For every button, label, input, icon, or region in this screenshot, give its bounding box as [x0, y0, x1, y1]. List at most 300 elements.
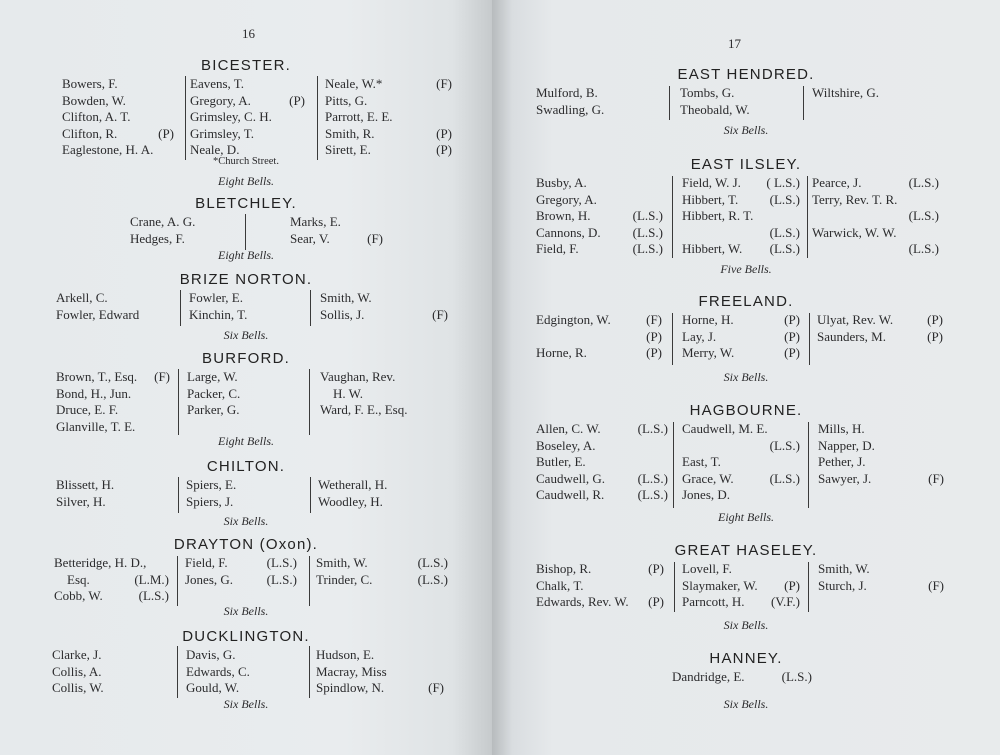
ringer-name: Davis, G.: [186, 647, 236, 662]
ringer-entry: [536, 561, 664, 578]
ringer-entry: [56, 402, 170, 419]
ringer-name: Chalk, T.: [536, 577, 584, 593]
ringer-mark: (L.S.): [637, 487, 668, 502]
section-note: *Church Street.: [213, 156, 279, 167]
name-column: [52, 647, 122, 697]
ringer-entry: [812, 241, 939, 258]
name-column: [185, 555, 297, 588]
column-divider: [185, 76, 186, 160]
bells-count: Eight Bells.: [218, 248, 274, 262]
ringer-mark: (P): [784, 345, 800, 360]
name-column: [682, 561, 800, 611]
ringer-entry: [56, 494, 122, 511]
ringer-entry: [536, 312, 662, 329]
name-column: [818, 561, 944, 594]
ringer-entry: [56, 477, 122, 494]
name-column: [56, 369, 170, 435]
ringer-name: Eavens, T.: [190, 76, 245, 91]
ringer-name: Woodley, H.: [318, 493, 383, 509]
ringer-name: Hibbert, W.: [682, 241, 743, 256]
ringer-entry: [56, 290, 153, 307]
ringer-mark: (L.S.): [908, 208, 939, 223]
ringer-mark: (P): [436, 125, 452, 141]
ringer-mark: (L.S.): [769, 224, 800, 240]
ringer-entry: [56, 419, 170, 436]
ringer-name: Sawyer, J.: [818, 470, 872, 486]
ringer-entry: [56, 369, 170, 386]
ringer-entry: [682, 421, 800, 438]
ringer-name: Butler, E.: [536, 454, 586, 469]
ringer-mark: (P): [927, 312, 943, 327]
section-title: HAGBOURNE.: [689, 402, 803, 419]
ringer-entry: [190, 126, 305, 143]
ringer-name: Gregory, A.: [190, 92, 251, 108]
column-divider: [177, 646, 178, 698]
name-column: [536, 421, 668, 504]
ringer-entry: [536, 85, 623, 102]
ringer-entry: [190, 109, 305, 126]
ringer-mark: (F): [428, 680, 444, 695]
ringer-entry: [536, 241, 663, 258]
ringer-name: Large, W.: [187, 369, 238, 384]
column-divider: [178, 369, 179, 435]
name-column: [54, 555, 169, 605]
ringer-entry: [316, 680, 444, 697]
ringer-entry: [680, 102, 767, 119]
ringer-entry: [682, 208, 800, 225]
name-column: [186, 477, 242, 510]
ringer-entry: [817, 312, 943, 329]
ringer-mark: (L.S.): [417, 571, 448, 587]
ringer-entry: [186, 647, 254, 664]
name-column: [812, 85, 892, 102]
ringer-name: Bowden, W.: [62, 92, 126, 108]
ringer-name: Mulford, B.: [536, 85, 598, 100]
ringer-name: Silver, H.: [56, 493, 106, 509]
section-title: BURFORD.: [202, 350, 290, 367]
ringer-mark: (L.S.): [266, 571, 297, 587]
ringer-entry: [62, 126, 174, 143]
ringer-name: Theobald, W.: [680, 101, 750, 117]
ringer-entry: [320, 402, 436, 419]
name-column: [56, 477, 122, 510]
ringer-entry: [320, 307, 448, 324]
ringer-entry: [316, 647, 444, 664]
ringer-entry: [536, 421, 668, 438]
name-column: [316, 555, 448, 588]
ringer-mark: (L.S.): [637, 421, 668, 436]
ringer-name: Sirett, E.: [325, 142, 371, 157]
ringer-entry: [682, 454, 800, 471]
section-title: EAST HENDRED.: [677, 66, 815, 83]
name-column: [290, 214, 383, 247]
bells-count: Six Bells.: [223, 328, 269, 342]
ringer-name: Busby, A.: [536, 175, 587, 190]
ringer-name: Mills, H.: [818, 421, 865, 436]
ringer-entry: [818, 578, 944, 595]
section-title: EAST ILSLEY.: [690, 156, 802, 173]
ringer-name: Pitts, G.: [325, 92, 368, 108]
name-column: [682, 421, 800, 504]
ringer-name: Hibbert, R. T.: [682, 208, 754, 223]
ringer-entry: [189, 290, 265, 307]
ringer-name: Parker, G.: [187, 402, 240, 417]
column-divider: [309, 556, 310, 606]
ringer-entry: [290, 231, 383, 248]
ringer-entry: [186, 664, 254, 681]
ringer-entry: [187, 386, 253, 403]
column-divider: [809, 313, 810, 365]
section-title: DRAYTON (Oxon).: [173, 536, 319, 553]
ringer-entry: [682, 438, 800, 455]
ringer-name: Smith, W.: [316, 555, 368, 570]
ringer-mark: (L.S.): [637, 470, 668, 486]
bells-count: Five Bells.: [720, 262, 772, 276]
ringer-mark: (L.S.): [908, 175, 939, 190]
ringer-entry: [682, 329, 800, 346]
bells-count: Eight Bells.: [218, 174, 274, 188]
ringer-mark: (P): [784, 312, 800, 327]
ringer-name: Clifton, R.: [62, 125, 118, 141]
ringer-entry: [812, 175, 939, 192]
ringer-entry: [316, 555, 448, 572]
ringer-entry: [682, 241, 800, 258]
ringer-entry: [682, 594, 800, 611]
ringer-entry: [318, 494, 407, 511]
ringer-name: Field, F.: [185, 555, 228, 570]
ringer-entry: [818, 471, 944, 488]
column-divider: [180, 290, 181, 326]
column-divider: [178, 477, 179, 513]
ringer-name: Horne, R.: [536, 345, 587, 360]
ringer-entry: [54, 588, 169, 605]
ringer-entry: [325, 76, 452, 93]
bells-count: Six Bells.: [723, 618, 769, 632]
ringer-name: Edwards, C.: [186, 663, 250, 679]
bells-count: Six Bells.: [723, 123, 769, 137]
ringer-name: Ward, F. E., Esq.: [320, 402, 408, 417]
ringer-entry: [54, 572, 169, 589]
ringer-name: Caudwell, M. E.: [682, 421, 768, 436]
ringer-name: Cannons, D.: [536, 224, 601, 240]
ringer-mark: (P): [436, 142, 452, 157]
ringer-entry: [818, 454, 944, 471]
column-divider: [674, 562, 675, 612]
ringer-entry: [818, 561, 944, 578]
name-column: [325, 76, 452, 159]
ringer-mark: (P): [646, 328, 662, 344]
ringer-name: Tombs, G.: [680, 85, 735, 100]
ringer-mark: (L.S.): [632, 208, 663, 223]
ringer-entry: [682, 578, 800, 595]
ringer-entry: [325, 126, 452, 143]
ringer-entry: [320, 369, 436, 386]
ringer-entry: [290, 214, 383, 231]
page-number: 17: [728, 36, 741, 51]
ringer-entry: [812, 208, 939, 225]
ringer-name: Packer, C.: [187, 385, 241, 401]
ringer-name: Smith, W.: [818, 561, 870, 576]
ringer-name: Jones, D.: [682, 487, 731, 502]
name-column: [189, 290, 265, 323]
ringer-mark: (L.S.): [908, 241, 939, 256]
ringer-name: Pether, J.: [818, 454, 866, 469]
ringer-entry: [536, 345, 662, 362]
ringer-entry: [316, 572, 448, 589]
ringer-mark: (L.S.): [769, 241, 800, 256]
name-column: [536, 85, 623, 118]
ringer-name: Brown, H.: [536, 208, 591, 223]
section-title: DUCKLINGTON.: [182, 628, 310, 645]
ringer-entry: [62, 93, 174, 110]
column-divider: [245, 214, 246, 250]
ringer-entry: [536, 578, 664, 595]
ringer-entry: [52, 680, 122, 697]
ringer-mark: (L.S.): [632, 241, 663, 256]
ringer-name: Slaymaker, W.: [682, 577, 758, 593]
ringer-entry: [190, 93, 305, 110]
ringer-name: Eaglestone, H. A.: [62, 142, 154, 157]
ringer-entry: [130, 231, 238, 248]
ringer-name: Betteridge, H. D.,: [54, 555, 147, 570]
name-column: [62, 76, 174, 159]
ringer-name: Macray, Miss: [316, 663, 387, 679]
ringer-name: Wetherall, H.: [318, 477, 388, 492]
ringer-name: Saunders, M.: [817, 328, 886, 344]
ringer-name: Collis, A.: [52, 663, 102, 679]
bells-count: Six Bells.: [723, 370, 769, 384]
column-divider: [309, 369, 310, 435]
name-column: [817, 312, 943, 345]
ringer-mark: (L.S.): [266, 555, 297, 570]
ringer-entry: [680, 85, 767, 102]
ringer-entry: [812, 85, 892, 102]
ringer-name: Smith, R.: [325, 125, 375, 141]
ringer-mark: (L.S.): [769, 191, 800, 207]
page-number: 16: [242, 26, 255, 41]
ringer-mark: (L.S.): [417, 555, 448, 570]
ringer-entry: [325, 109, 452, 126]
column-divider: [808, 422, 809, 508]
ringer-entry: [62, 109, 174, 126]
ringer-entry: [320, 290, 448, 307]
ringer-entry: [536, 454, 668, 471]
ringer-entry: [682, 175, 800, 192]
ringer-name: Bond, H., Jun.: [56, 385, 132, 401]
ringer-entry: [818, 438, 944, 455]
ringer-name: Caudwell, G.: [536, 470, 605, 486]
column-divider: [807, 176, 808, 258]
ringer-name: Wiltshire, G.: [812, 85, 879, 100]
ringer-name: Fowler, Edward: [56, 306, 140, 322]
ringer-entry: [682, 345, 800, 362]
ringer-mark: (P): [158, 125, 174, 141]
ringer-entry: [672, 669, 812, 686]
ringer-name: Bishop, R.: [536, 561, 592, 576]
name-column: [187, 369, 253, 419]
section-title: CHILTON.: [206, 458, 286, 475]
ringer-name: Lay, J.: [682, 328, 717, 344]
ringer-name: Spiers, E.: [186, 477, 237, 492]
name-column: [56, 290, 153, 323]
name-column: [318, 477, 407, 510]
ringer-mark: (F): [436, 76, 452, 91]
ringer-mark: (L.S.): [769, 437, 800, 453]
ringer-entry: [316, 664, 444, 681]
name-column: [672, 669, 812, 686]
ringer-name: Bowers, F.: [62, 76, 118, 91]
ringer-entry: [186, 494, 242, 511]
column-divider: [669, 86, 670, 120]
ringer-mark: (P): [927, 328, 943, 344]
ringer-entry: [189, 307, 265, 324]
ringer-mark: (L.S.): [781, 669, 812, 684]
ringer-name: Glanville, T. E.: [56, 418, 136, 434]
ringer-entry: [536, 329, 662, 346]
ringer-name: Parncott, H.: [682, 594, 745, 609]
ringer-name: Spindlow, N.: [316, 680, 385, 695]
ringer-mark: (P): [648, 594, 664, 609]
ringer-name: Fowler, E.: [189, 290, 243, 305]
ringer-name: Parrott, E. E.: [325, 109, 393, 124]
ringer-name: Horne, H.: [682, 312, 734, 327]
ringer-entry: [818, 421, 944, 438]
name-column: [536, 561, 664, 611]
ringer-name: Arkell, C.: [56, 290, 108, 305]
bells-count: Six Bells.: [223, 697, 269, 711]
ringer-entry: [186, 680, 254, 697]
name-column: [536, 312, 662, 362]
section-title: FREELAND.: [698, 293, 794, 310]
ringer-mark: (V.F.): [770, 594, 800, 609]
right-page: [492, 0, 1000, 755]
ringer-name: Kinchin, T.: [189, 306, 248, 322]
ringer-name: Esq.: [54, 571, 90, 587]
name-column: [320, 369, 436, 419]
column-divider: [309, 646, 310, 698]
ringer-name: Clifton, A. T.: [62, 109, 131, 124]
ringer-name: Cobb, W.: [54, 588, 103, 603]
ringer-entry: [536, 471, 668, 488]
ringer-name: Grimsley, C. H.: [190, 109, 272, 124]
ringer-entry: [187, 402, 253, 419]
ringer-name: Boseley, A.: [536, 437, 596, 453]
ringer-name: Dandridge, E.: [672, 669, 745, 684]
ringer-entry: [56, 307, 153, 324]
ringer-name: Gregory, A.: [536, 191, 597, 207]
section-title: HANNEY.: [709, 650, 783, 667]
bells-count: Six Bells.: [223, 604, 269, 618]
ringer-name: Neale, W.*: [325, 76, 383, 91]
name-column: [682, 312, 800, 362]
ringer-name: Brown, T., Esq.: [56, 369, 138, 384]
ringer-entry: [318, 477, 407, 494]
ringer-name: Hedges, F.: [130, 230, 185, 246]
ringer-mark: (F): [432, 306, 448, 322]
ringer-mark: (L.S.): [632, 224, 663, 240]
ringer-name: East, T.: [682, 454, 721, 469]
ringer-name: Grimsley, T.: [190, 125, 255, 141]
ringer-entry: [185, 572, 297, 589]
ringer-entry: [52, 664, 122, 681]
ringer-mark: (F): [928, 470, 944, 486]
ringer-name: Caudwell, R.: [536, 487, 605, 502]
ringer-name: Terry, Rev. T. R.: [812, 191, 898, 207]
ringer-entry: [536, 487, 668, 504]
name-column: [680, 85, 767, 118]
ringer-name: Trinder, C.: [316, 571, 373, 587]
ringer-name: Pearce, J.: [812, 175, 862, 190]
ringer-entry: [682, 192, 800, 209]
ringer-entry: [52, 647, 122, 664]
section-title: BICESTER.: [201, 57, 291, 74]
ringer-entry: [536, 594, 664, 611]
section-title: GREAT HASELEY.: [674, 542, 818, 559]
ringer-mark: (P): [648, 561, 664, 576]
ringer-name: Hudson, E.: [316, 647, 375, 662]
ringer-name: Spiers, J.: [186, 493, 234, 509]
ringer-name: Allen, C. W.: [536, 421, 601, 436]
bells-count: Eight Bells.: [718, 510, 774, 524]
ringer-mark: (F): [646, 312, 662, 327]
ringer-mark: (P): [784, 328, 800, 344]
ringer-name: H. W.: [320, 385, 363, 401]
ringer-name: Clarke, J.: [52, 647, 102, 662]
ringer-entry: [325, 93, 452, 110]
bells-count: Six Bells.: [223, 514, 269, 528]
column-divider: [808, 562, 809, 612]
ringer-entry: [812, 192, 939, 209]
ringer-name: Crane, A. G.: [130, 214, 196, 229]
ringer-entry: [682, 312, 800, 329]
ringer-name: Edwards, Rev. W.: [536, 594, 629, 609]
column-divider: [672, 176, 673, 258]
ringer-mark: (L.S.): [769, 470, 800, 486]
ringer-name: Napper, D.: [818, 437, 875, 453]
ringer-name: Sturch, J.: [818, 577, 867, 593]
ringer-name: Grace, W.: [682, 470, 734, 486]
ringer-mark: ( L.S.): [766, 175, 800, 190]
ringer-mark: (L.M.): [134, 571, 169, 587]
name-column: [818, 421, 944, 487]
ringer-name: Vaughan, Rev.: [320, 369, 396, 384]
ringer-entry: [536, 192, 663, 209]
name-column: [316, 647, 444, 697]
ringer-name: Edgington, W.: [536, 312, 611, 327]
ringer-entry: [536, 438, 668, 455]
ringer-entry: [682, 487, 800, 504]
ringer-entry: [536, 225, 663, 242]
section-title: BLETCHLEY.: [195, 195, 297, 212]
ringer-name: Hibbert, T.: [682, 191, 739, 207]
column-divider: [803, 86, 804, 120]
ringer-entry: [536, 175, 663, 192]
name-column: [190, 76, 305, 159]
column-divider: [317, 76, 318, 160]
ringer-entry: [682, 471, 800, 488]
ringer-mark: (F): [367, 230, 383, 246]
name-column: [682, 175, 800, 258]
ringer-mark: (P): [646, 345, 662, 360]
column-divider: [177, 556, 178, 606]
name-column: [320, 290, 448, 323]
column-divider: [673, 422, 674, 508]
name-column: [812, 175, 939, 258]
ringer-entry: [185, 555, 297, 572]
ringer-entry: [62, 76, 174, 93]
ringer-name: Field, F.: [536, 241, 579, 256]
name-column: [186, 647, 254, 697]
